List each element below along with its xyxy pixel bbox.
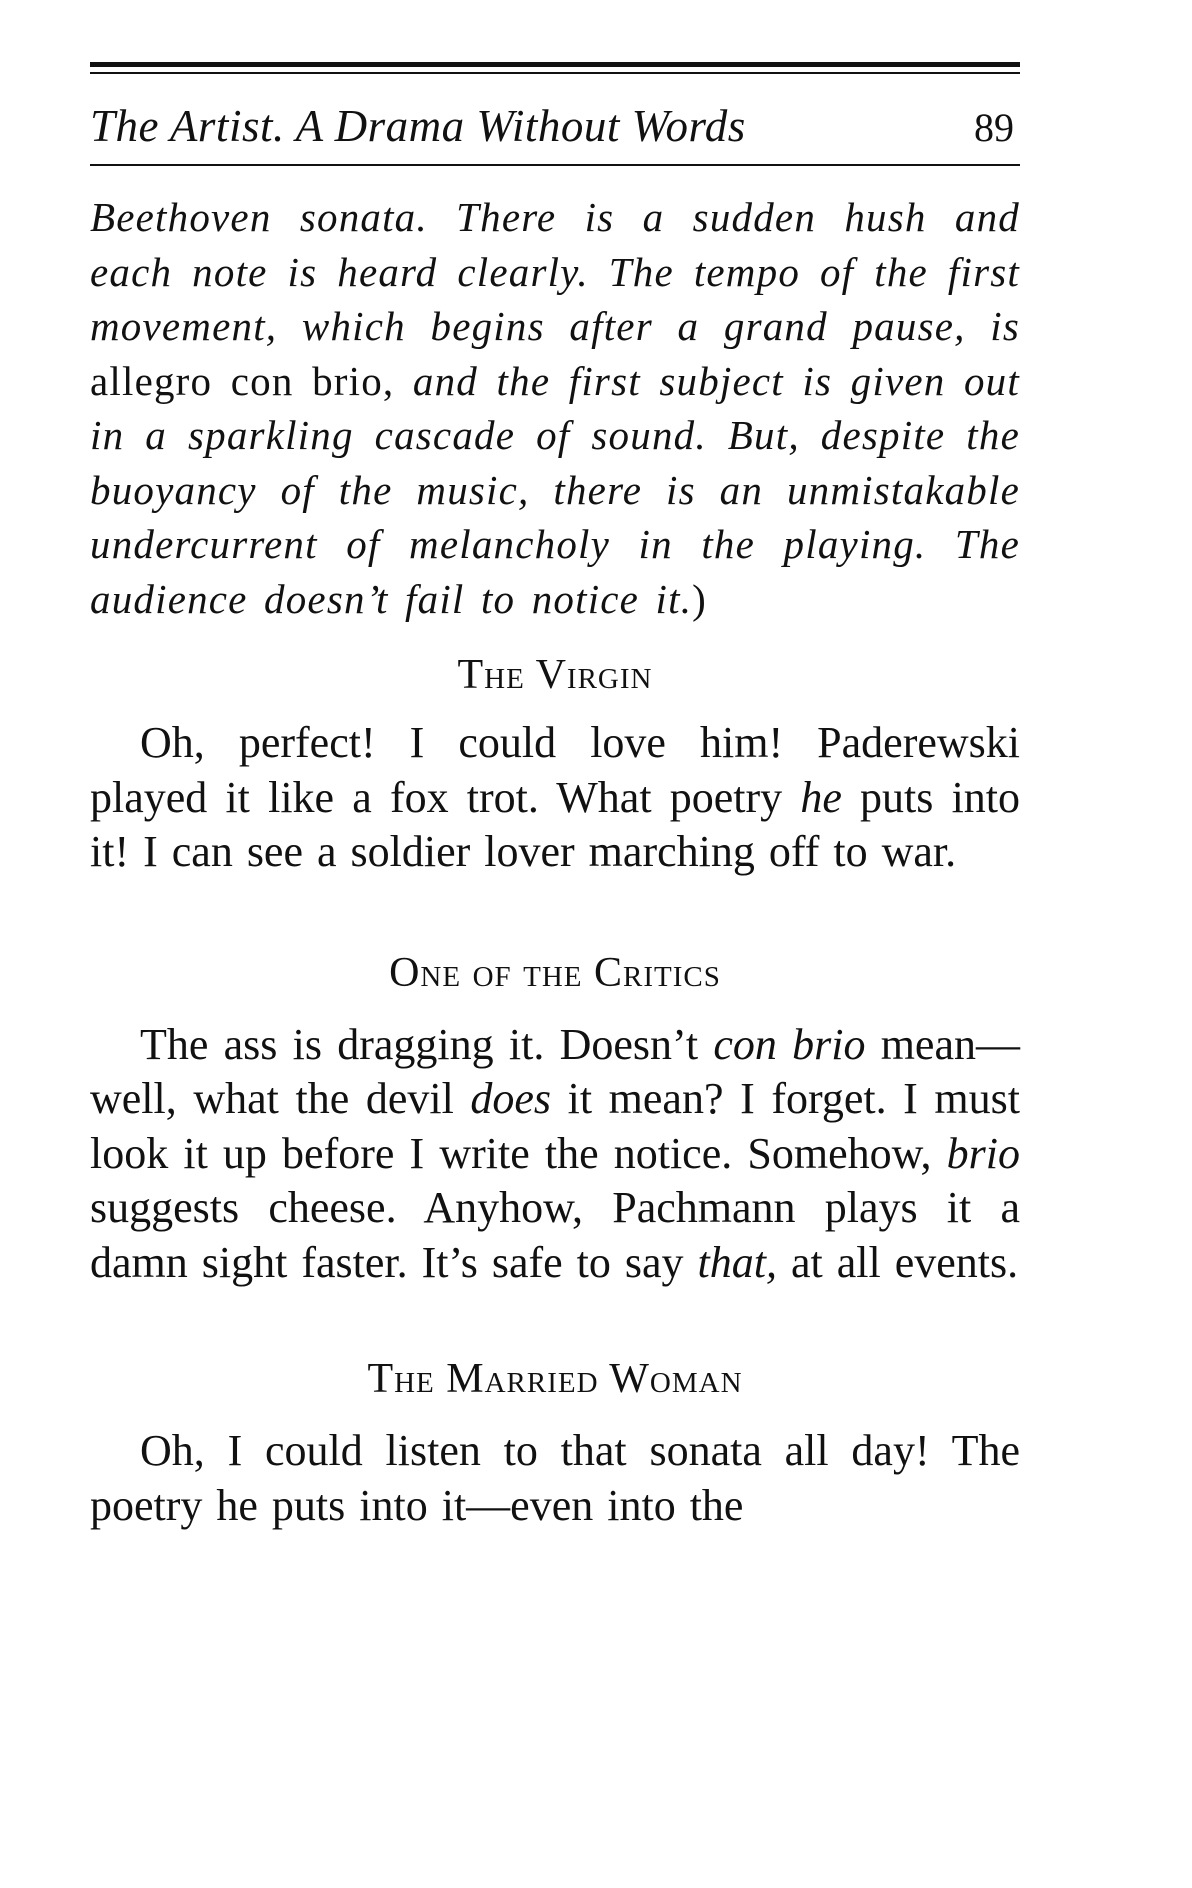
- speaker-the-married-woman: The Married Woman: [367, 1356, 743, 1402]
- running-title: The Artist. A Drama Without Words: [90, 101, 746, 151]
- emphasis-text: that,: [697, 1237, 777, 1287]
- speech-text: The ass is dragging it. Doesn’t: [140, 1019, 714, 1069]
- emphasis-text: he: [800, 772, 842, 822]
- book-page: [90, 62, 1020, 1533]
- stage-direction-text-1: Beethoven sonata. There is a sudden hush and each note is heard clearly. The tempo of the first movement, which begins after a grand pause, is: [90, 194, 1020, 349]
- speech-text: puts into it! I can see a soldier lover marching off to war.: [90, 772, 1021, 876]
- speech-the-married-woman: [90, 1424, 1020, 1533]
- stage-direction-text-2: and the first subject is given out in a sparkling cascade of sound. But, despite the buoyancy of the music, there is an unmistakable undercurrent of melancholy in the playing. The audience doesn’t fail to notice it.: [90, 357, 1020, 622]
- speech-text: Oh, perfect! I could love him! Paderewski played it like a fox trot. What poetry: [90, 718, 1020, 822]
- page-number: 89: [974, 105, 1014, 150]
- header-rule-thin: [90, 72, 1020, 74]
- stage-direction: [90, 190, 1020, 626]
- running-head: [90, 98, 1020, 158]
- emphasis-text: does: [470, 1074, 552, 1123]
- closing-parenthesis: ): [692, 575, 708, 622]
- emphasis-text: brio: [946, 1128, 1020, 1178]
- speech-one-of-the-critics: [90, 1018, 1020, 1291]
- speech-text: suggests cheese. Anyhow, Pachmann plays it a damn sight faster. It’s safe to say: [90, 1183, 1020, 1287]
- speech-text: mean—well, what the devil: [90, 1019, 1020, 1123]
- speech-text: at all events.: [777, 1237, 1019, 1287]
- speech-text: Oh, I could listen to that sonata all day! The poetry he puts into it—even into the: [90, 1426, 1020, 1530]
- header-rule-thick: [90, 62, 1020, 67]
- emphasis-text: con brio: [713, 1019, 866, 1069]
- speaker-the-virgin: The Virgin: [457, 652, 653, 698]
- running-head-rule: [90, 164, 1020, 166]
- tempo-marking: allegro con brio,: [90, 357, 395, 404]
- speech-the-virgin: [90, 716, 1020, 880]
- speaker-one-of-the-critics: One of the Critics: [389, 949, 721, 996]
- speech-text: it mean? I forget. I must look it up before I write the notice. Somehow,: [90, 1074, 1021, 1178]
